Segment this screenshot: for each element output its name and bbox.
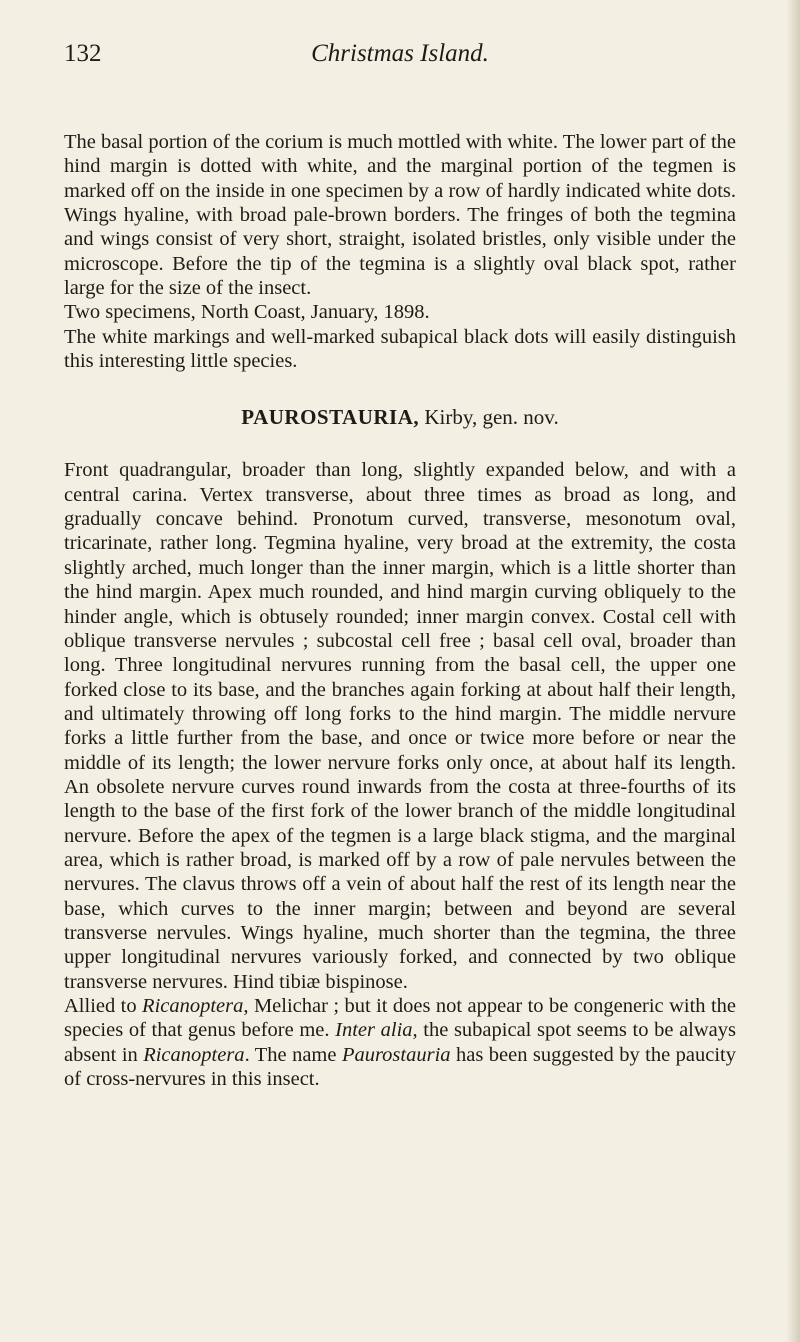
allied-genus-paurostauria: Paurostauria	[341, 1043, 451, 1066]
allied-text-4: . The name	[244, 1043, 342, 1066]
paragraph-genus-description: Front quadrangular, broader than long, slightly expanded below, and with a central carina. Vertex transverse, about three times as broad as long, and gradually concave behind. Pronotum curved, transverse, mesonotum oval, tricarinate, rather long. Tegmina hyaline, very broad at the extremity, the costa slightly arched, much longer than the inner margin, which is a little shorter than the hind margin. Apex much rounded, and hind margin curving obliquely to the hinder angle, which is obtusely rounded; inner margin convex. Costal cell with oblique transverse nervules ; subcostal cell free ; basal cell oval, broader than long. Three longitudinal nervures running from the basal cell, the upper one forked close to its base, and the branches again forking at about half their length, and ultimately throwing off long forks to the hind margin. The middle nervure forks a little further from the base, and once or twice more before or near the middle of its length; the lower nervure forks only once, at about half its length. An obsolete nervure curves round inwards from the costa at three-fourths of its length to the base of the first fork of the lower branch of the middle longitudinal nervure. Before the apex of the tegmen is a large black stigma, and the marginal area, which is rather broad, is marked off by a row of pale nervules between the nervures. The clavus throws off a vein of about half the rest of its length near the base, which curves to the inner margin; between and beyond are several transverse nervules. Wings hyaline, much shorter than the tegmina, the three upper longitudinal nervures variously forked, and connected by two oblique transverse nervures. Hind tibiæ bispinose.	[64, 459, 736, 993]
paragraph-specimens: Two specimens, North Coast, January, 1898.	[64, 301, 430, 324]
allied-text-3: , the subapical spot seems to be always absent in	[64, 1019, 736, 1066]
allied-genus-ricanoptera: Ricanoptera	[142, 995, 244, 1017]
allied-genus-ricanoptera-2: Ricanoptera	[143, 1043, 245, 1066]
paragraph-distinguishing-marks: The white markings and well-marked subapical black dots will easily distinguish this interesting little species.	[64, 325, 736, 373]
allied-text-5: has been suggested by the paucity of cross-nervures in this insect.	[64, 1043, 736, 1091]
page-number: 132	[64, 40, 102, 67]
paragraph-species-description: The basal portion of the corium is much mottled with white. The lower part of the hind margin is dotted with white, and the marginal portion of the tegmen is marked off on the inside in one specimen by a row of hardly indicated white dots. Wings hyaline, with broad pale-brown borders. The fringes of both the tegmina and wings consist of very short, straight, isolated bristles, only visible under the microscope. Before the tip of the tegmina is a slightly oval black spot, rather large for the size of the insect.	[64, 131, 736, 300]
allied-inter-alia: Inter alia	[335, 1019, 413, 1042]
running-title: Christmas Island.	[311, 40, 489, 67]
paragraph-allied	[64, 994, 736, 1091]
genus-heading	[64, 405, 736, 430]
genus-name: PAUROSTAURIA,	[241, 405, 420, 430]
book-page	[64, 40, 736, 1091]
page-header	[64, 40, 736, 70]
genus-authority: Kirby, gen. nov.	[424, 405, 559, 430]
allied-text-2: , Melichar ; but it does not appear to be congeneric with the species of that genus before me.	[64, 995, 737, 1042]
page-edge-shadow	[786, 0, 800, 1342]
allied-text-1: Allied to	[64, 995, 143, 1017]
